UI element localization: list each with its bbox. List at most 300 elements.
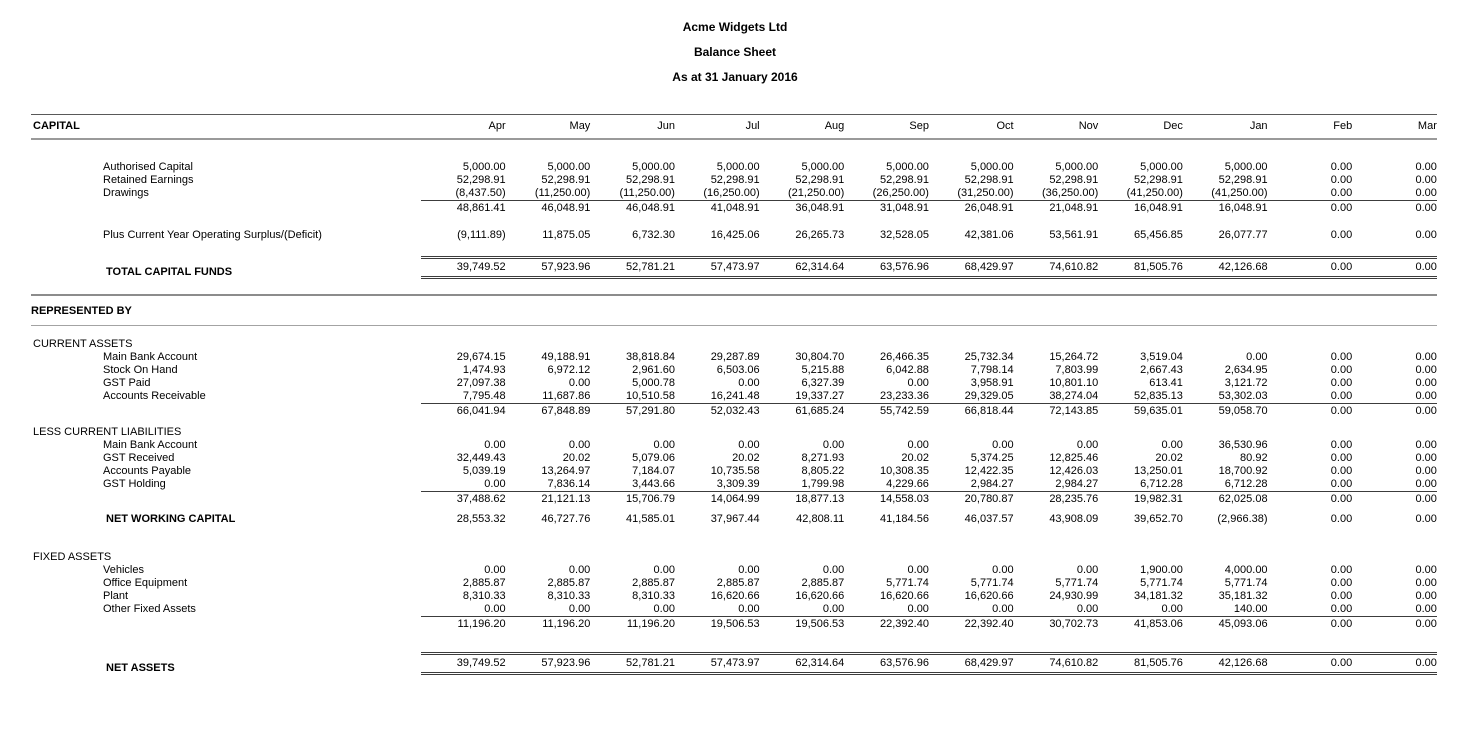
cell-value: 0.00 — [1330, 478, 1353, 490]
cell-value: (21,250.00) — [788, 187, 845, 199]
cell-value: 0.00 — [1415, 439, 1437, 451]
cell-value: 5,000.00 — [716, 161, 760, 173]
cell-value: 0.00 — [653, 564, 675, 576]
cell-value: 0.00 — [484, 603, 506, 615]
cell-value: 0.00 — [907, 603, 929, 615]
cell-value: 2,984.27 — [970, 478, 1014, 490]
cell-value: 12,825.46 — [1049, 452, 1099, 464]
spacer — [31, 215, 1437, 229]
month-column-headers — [421, 120, 1437, 132]
cell-value: 19,337.27 — [795, 390, 845, 402]
row-label: LESS CURRENT LIABILITIES — [33, 426, 182, 438]
cell-value: 57,473.97 — [710, 657, 760, 669]
cell-value: 1,900.00 — [1140, 564, 1183, 576]
cell-value: 0.00 — [907, 564, 929, 576]
report-header — [0, 0, 1470, 84]
row-values — [421, 616, 1437, 631]
cell-value: (2,966.38) — [1217, 513, 1268, 525]
cell-value: 0.00 — [1330, 452, 1353, 464]
cell-value: 0.00 — [568, 603, 591, 615]
row-values — [421, 390, 1437, 403]
cell-value: 1,474.93 — [462, 364, 506, 376]
cell-value: 18,877.13 — [795, 493, 845, 505]
cell-value: 12,422.35 — [964, 465, 1014, 477]
row-label: CURRENT ASSETS — [33, 338, 133, 350]
row-label: GST Holding — [103, 478, 166, 490]
cell-value: 8,310.33 — [462, 590, 506, 602]
cell-value: 14,064.99 — [710, 493, 760, 505]
row-label: Other Fixed Assets — [103, 603, 196, 615]
cell-value: 0.00 — [568, 439, 591, 451]
cell-value: 5,000.78 — [632, 377, 675, 389]
table-row — [31, 491, 1437, 506]
cell-value: 2,885.87 — [547, 577, 591, 589]
cell-value: 52,298.91 — [710, 174, 760, 186]
cell-value: 5,374.25 — [970, 452, 1014, 464]
cell-value: 0.00 — [1415, 577, 1437, 589]
cell-value: 0.00 — [1076, 564, 1099, 576]
cell-value: 5,000.00 — [970, 161, 1014, 173]
spacer — [31, 631, 1437, 652]
cell-value: 29,329.05 — [964, 390, 1014, 402]
cell-value: 0.00 — [822, 439, 845, 451]
column-header-feb: Feb — [1333, 120, 1353, 132]
cell-value: 62,314.64 — [795, 657, 845, 669]
cell-value: 53,302.03 — [1218, 390, 1268, 402]
column-header-jun: Jun — [657, 120, 675, 132]
row-gst-received — [31, 452, 1437, 465]
represented-by-band — [31, 294, 1437, 326]
table-row — [31, 200, 1437, 215]
row-label: Main Bank Account — [103, 439, 198, 451]
cell-value: 2,667.43 — [1140, 364, 1183, 376]
cell-value: (11,250.00) — [534, 187, 591, 199]
cell-value: 1,799.98 — [801, 478, 845, 490]
cell-value: 59,058.70 — [1218, 405, 1268, 417]
cell-value: 43,908.09 — [1049, 513, 1099, 525]
cell-value: 30,804.70 — [795, 351, 845, 363]
cell-value: 0.00 — [568, 564, 591, 576]
row-other-fixed-assets — [31, 603, 1437, 616]
cell-value: 68,429.97 — [964, 261, 1014, 273]
cell-value: 0.00 — [1415, 603, 1437, 615]
cell-value: 52,298.91 — [964, 174, 1014, 186]
row-label: GST Paid — [103, 377, 151, 389]
cell-value: 46,037.57 — [964, 513, 1014, 525]
cell-value: 66,041.94 — [456, 405, 506, 417]
row-main-bank-account — [31, 439, 1437, 452]
row-main-bank-account — [31, 351, 1437, 364]
cell-value: 36,048.91 — [795, 202, 845, 214]
cell-value: 0.00 — [1330, 202, 1353, 214]
cell-value: 0.00 — [1415, 161, 1437, 173]
represented-by-label: REPRESENTED BY — [31, 305, 132, 317]
cell-value: (8,437.50) — [455, 187, 506, 199]
cell-value: 34,181.32 — [1133, 590, 1183, 602]
row-plus-current-year-operating-surplus-deficit — [31, 229, 1437, 242]
cell-value: 7,836.14 — [547, 478, 591, 490]
row-label: Office Equipment — [103, 577, 188, 589]
spacer — [31, 242, 1437, 256]
row-fixed-assets — [31, 551, 1437, 564]
row-net-assets — [31, 652, 1437, 675]
company-title: Acme Widgets Ltd — [682, 20, 788, 34]
cell-value: 0.00 — [1415, 465, 1437, 477]
cell-value: 31,048.91 — [880, 202, 929, 214]
row-values — [421, 465, 1437, 478]
row-label: NET WORKING CAPITAL — [106, 513, 236, 525]
cell-value: 18,700.92 — [1218, 465, 1268, 477]
cell-value: 10,801.10 — [1049, 377, 1099, 389]
cell-value: 3,519.04 — [1140, 351, 1183, 363]
cell-value: 39,749.52 — [456, 261, 506, 273]
cell-value: 0.00 — [1415, 364, 1437, 376]
cell-value: 22,392.40 — [964, 618, 1014, 630]
cell-value: 5,771.74 — [886, 577, 929, 589]
row-values — [421, 603, 1437, 616]
cell-value: 52,781.21 — [626, 261, 675, 273]
cell-value: 21,121.13 — [541, 493, 591, 505]
cell-value: 28,235.76 — [1049, 493, 1099, 505]
cell-value: 2,885.87 — [801, 577, 845, 589]
cell-value: 6,712.28 — [1140, 478, 1183, 490]
cell-value: 6,503.06 — [716, 364, 760, 376]
cell-value: 57,473.97 — [710, 261, 760, 273]
cell-value: 4,229.66 — [886, 478, 929, 490]
cell-value: 11,687.86 — [542, 390, 591, 402]
cell-value: (36,250.00) — [1041, 187, 1099, 199]
table-row — [31, 616, 1437, 631]
cell-value: 20.02 — [562, 452, 591, 464]
column-header-may: May — [569, 120, 591, 132]
cell-value: 46,048.91 — [541, 202, 591, 214]
cell-value: 26,466.35 — [880, 351, 929, 363]
table-body — [31, 140, 1437, 675]
row-values — [421, 187, 1437, 200]
row-retained-earnings — [31, 174, 1437, 187]
cell-value: 80.92 — [1240, 452, 1268, 464]
cell-value: 52,835.13 — [1133, 390, 1183, 402]
cell-value: 16,048.91 — [1218, 202, 1268, 214]
row-label: Main Bank Account — [103, 351, 198, 363]
cell-value: 0.00 — [1330, 657, 1353, 669]
cell-value: 25,732.34 — [964, 351, 1014, 363]
cell-value: 0.00 — [1330, 564, 1353, 576]
cell-value: 0.00 — [738, 377, 760, 389]
cell-value: 0.00 — [484, 564, 506, 576]
cell-value: 0.00 — [738, 603, 760, 615]
cell-value: 0.00 — [1415, 478, 1437, 490]
cell-value: 45,093.06 — [1218, 618, 1268, 630]
cell-value: 0.00 — [1330, 229, 1353, 241]
cell-value: 49,188.91 — [541, 351, 591, 363]
column-header-apr: Apr — [488, 120, 506, 132]
cell-value: (16,250.00) — [703, 187, 760, 199]
cell-value: 16,241.48 — [710, 390, 760, 402]
row-accounts-receivable — [31, 390, 1437, 403]
cell-value: 0.00 — [1415, 187, 1437, 199]
cell-value: 52,298.91 — [880, 174, 929, 186]
row-label: Plant — [103, 590, 129, 602]
cell-value: 0.00 — [1415, 493, 1437, 505]
cell-value: 0.00 — [1415, 261, 1437, 273]
cell-value: 5,039.19 — [462, 465, 506, 477]
row-values — [421, 513, 1437, 526]
cell-value: 4,000.00 — [1224, 564, 1268, 576]
cell-value: 5,771.74 — [1224, 577, 1268, 589]
cell-value: 53,561.91 — [1049, 229, 1099, 241]
cell-value: 6,327.39 — [801, 377, 845, 389]
cell-value: 20,780.87 — [964, 493, 1014, 505]
spacer — [31, 140, 1437, 161]
row-values — [421, 351, 1437, 364]
cell-value: 36,530.96 — [1218, 439, 1268, 451]
cell-value: 0.00 — [1415, 351, 1437, 363]
cell-value: 0.00 — [1330, 161, 1353, 173]
cell-value: 20.02 — [1155, 452, 1183, 464]
cell-value: 72,143.85 — [1049, 405, 1099, 417]
cell-value: 10,735.58 — [710, 465, 760, 477]
row-label: Stock On Hand — [103, 364, 178, 376]
cell-value: 0.00 — [1330, 465, 1353, 477]
cell-value: 42,126.68 — [1218, 261, 1268, 273]
cell-value: 16,620.66 — [710, 590, 760, 602]
cell-value: 8,271.93 — [801, 452, 845, 464]
cell-value: 46,727.76 — [541, 513, 591, 525]
cell-value: 16,425.06 — [710, 229, 760, 241]
cell-value: 0.00 — [1076, 439, 1099, 451]
row-values — [421, 256, 1437, 279]
cell-value: 0.00 — [1246, 351, 1268, 363]
row-current-assets — [31, 338, 1437, 351]
cell-value: 0.00 — [822, 564, 845, 576]
cell-value: 63,576.96 — [880, 261, 929, 273]
spacer — [31, 526, 1437, 551]
cell-value: 5,000.00 — [632, 161, 675, 173]
row-values — [421, 564, 1437, 577]
cell-value: 19,982.31 — [1133, 493, 1183, 505]
cell-value: 0.00 — [484, 439, 506, 451]
column-header-dec: Dec — [1163, 120, 1183, 132]
column-header-mar: Mar — [1417, 120, 1437, 132]
cell-value: 6,712.28 — [1224, 478, 1268, 490]
row-values — [421, 377, 1437, 390]
cell-value: 0.00 — [1415, 657, 1437, 669]
cell-value: 38,274.04 — [1049, 390, 1099, 402]
cell-value: 46,048.91 — [626, 202, 675, 214]
cell-value: 32,528.05 — [880, 229, 929, 241]
row-label: TOTAL CAPITAL FUNDS — [106, 266, 233, 278]
cell-value: 65,456.85 — [1133, 229, 1183, 241]
cell-value: 0.00 — [1330, 390, 1353, 402]
row-values — [421, 364, 1437, 377]
cell-value: 0.00 — [568, 377, 591, 389]
cell-value: 0.00 — [992, 603, 1014, 615]
cell-value: 0.00 — [1161, 439, 1183, 451]
cell-value: 5,000.00 — [1140, 161, 1183, 173]
cell-value: 16,620.66 — [964, 590, 1014, 602]
cell-value: 2,634.95 — [1224, 364, 1268, 376]
cell-value: 52,298.91 — [1049, 174, 1099, 186]
row-label: Drawings — [103, 187, 149, 199]
cell-value: 0.00 — [1330, 603, 1353, 615]
row-vehicles — [31, 564, 1437, 577]
cell-value: 57,923.96 — [541, 657, 591, 669]
row-label: Accounts Payable — [103, 465, 192, 477]
row-gst-paid — [31, 377, 1437, 390]
cell-value: 5,771.74 — [1055, 577, 1099, 589]
cell-value: 52,032.43 — [710, 405, 760, 417]
cell-value: 6,042.88 — [886, 364, 929, 376]
row-label: GST Received — [103, 452, 175, 464]
cell-value: 42,126.68 — [1218, 657, 1268, 669]
cell-value: 2,885.87 — [716, 577, 760, 589]
cell-value: 10,510.58 — [626, 390, 675, 402]
cell-value: 0.00 — [1330, 513, 1353, 525]
cell-value: 0.00 — [1415, 513, 1437, 525]
cell-value: 0.00 — [1415, 229, 1437, 241]
cell-value: 41,585.01 — [626, 513, 675, 525]
cell-value: 14,558.03 — [880, 493, 929, 505]
cell-value: 5,771.74 — [970, 577, 1014, 589]
cell-value: 0.00 — [1330, 577, 1353, 589]
cell-value: 11,875.05 — [542, 229, 591, 241]
row-office-equipment — [31, 577, 1437, 590]
cell-value: 67,848.89 — [541, 405, 591, 417]
cell-value: 0.00 — [1415, 390, 1437, 402]
row-net-working-capital — [31, 513, 1437, 526]
cell-value: 74,610.82 — [1049, 657, 1099, 669]
cell-value: 13,250.01 — [1133, 465, 1183, 477]
cell-value: 0.00 — [1330, 439, 1353, 451]
cell-value: 0.00 — [1415, 452, 1437, 464]
cell-value: (41,250.00) — [1211, 187, 1268, 199]
cell-value: 16,048.91 — [1133, 202, 1183, 214]
cell-value: 11,196.20 — [457, 618, 506, 630]
row-label: NET ASSETS — [106, 662, 175, 674]
column-header-sep: Sep — [909, 120, 929, 132]
spacer — [31, 418, 1437, 426]
cell-value: 5,000.00 — [801, 161, 845, 173]
cell-value: 0.00 — [1415, 618, 1437, 630]
row-drawings — [31, 187, 1437, 200]
cell-value: 52,298.91 — [1218, 174, 1268, 186]
cell-value: 12,426.03 — [1049, 465, 1099, 477]
cell-value: 35,181.32 — [1218, 590, 1268, 602]
table-row — [31, 403, 1437, 418]
cell-value: 0.00 — [1415, 377, 1437, 389]
cell-value: 0.00 — [1330, 405, 1353, 417]
cell-value: 39,652.70 — [1133, 513, 1183, 525]
column-header-jan: Jan — [1249, 120, 1268, 132]
cell-value: 0.00 — [1415, 202, 1437, 214]
row-values — [421, 652, 1437, 675]
cell-value: 5,000.00 — [1224, 161, 1268, 173]
cell-value: 0.00 — [822, 603, 845, 615]
row-values — [421, 161, 1437, 174]
cell-value: 0.00 — [1330, 174, 1353, 186]
cell-value: 0.00 — [653, 603, 675, 615]
cell-value: 0.00 — [738, 439, 760, 451]
cell-value: 48,861.41 — [456, 202, 506, 214]
cell-value: 15,706.79 — [626, 493, 675, 505]
cell-value: 81,505.76 — [1133, 261, 1183, 273]
cell-value: 29,674.15 — [456, 351, 506, 363]
cell-value: 3,121.72 — [1224, 377, 1268, 389]
cell-value: 42,808.11 — [796, 513, 845, 525]
cell-value: 0.00 — [1415, 564, 1437, 576]
cell-value: 19,506.53 — [795, 618, 845, 630]
cell-value: 38,818.84 — [626, 351, 675, 363]
cell-value: 0.00 — [1076, 603, 1099, 615]
row-values — [421, 590, 1437, 603]
column-header-nov: Nov — [1078, 120, 1099, 132]
cell-value: 55,742.59 — [880, 405, 929, 417]
cell-value: 8,310.33 — [547, 590, 591, 602]
column-header-aug: Aug — [824, 120, 845, 132]
spacer — [31, 506, 1437, 513]
cell-value: 0.00 — [1330, 187, 1353, 199]
cell-value: 7,184.07 — [632, 465, 675, 477]
row-values — [421, 478, 1437, 491]
row-label: Accounts Receivable — [103, 390, 206, 402]
cell-value: (26,250.00) — [872, 187, 929, 199]
cell-value: 3,309.39 — [716, 478, 760, 490]
row-total-capital-funds — [31, 256, 1437, 279]
spacer — [31, 326, 1437, 338]
cell-value: 41,184.56 — [880, 513, 929, 525]
capital-section-header: CAPITAL — [33, 120, 80, 132]
row-label: Authorised Capital — [103, 161, 193, 173]
cell-value: 52,298.91 — [795, 174, 845, 186]
cell-value: 41,853.06 — [1133, 618, 1183, 630]
cell-value: 15,264.72 — [1049, 351, 1099, 363]
cell-value: 613.41 — [1149, 377, 1183, 389]
cell-value: (31,250.00) — [957, 187, 1014, 199]
cell-value: 81,505.76 — [1133, 657, 1183, 669]
cell-value: 42,381.06 — [964, 229, 1014, 241]
row-values — [421, 491, 1437, 506]
cell-value: 0.00 — [907, 377, 929, 389]
cell-value: 20.02 — [732, 452, 760, 464]
cell-value: 2,885.87 — [632, 577, 675, 589]
cell-value: 0.00 — [1330, 364, 1353, 376]
cell-value: 26,048.91 — [964, 202, 1014, 214]
cell-value: 0.00 — [1415, 405, 1437, 417]
cell-value: 7,803.99 — [1055, 364, 1099, 376]
cell-value: 3,958.91 — [970, 377, 1014, 389]
cell-value: 2,961.60 — [632, 364, 675, 376]
cell-value: 57,923.96 — [541, 261, 591, 273]
cell-value: 41,048.91 — [710, 202, 760, 214]
cell-value: 16,620.66 — [795, 590, 845, 602]
cell-value: 7,795.48 — [462, 390, 506, 402]
cell-value: 11,196.20 — [626, 618, 675, 630]
cell-value: 59,635.01 — [1133, 405, 1183, 417]
cell-value: 0.00 — [1330, 618, 1353, 630]
cell-value: 19,506.53 — [710, 618, 760, 630]
cell-value: 29,287.89 — [710, 351, 760, 363]
row-plant — [31, 590, 1437, 603]
cell-value: 68,429.97 — [964, 657, 1014, 669]
cell-value: 0.00 — [992, 439, 1014, 451]
cell-value: 32,449.43 — [456, 452, 506, 464]
cell-value: 74,610.82 — [1049, 261, 1099, 273]
row-values — [421, 452, 1437, 465]
cell-value: 0.00 — [1330, 377, 1353, 389]
cell-value: 63,576.96 — [880, 657, 929, 669]
cell-value: 20.02 — [901, 452, 929, 464]
